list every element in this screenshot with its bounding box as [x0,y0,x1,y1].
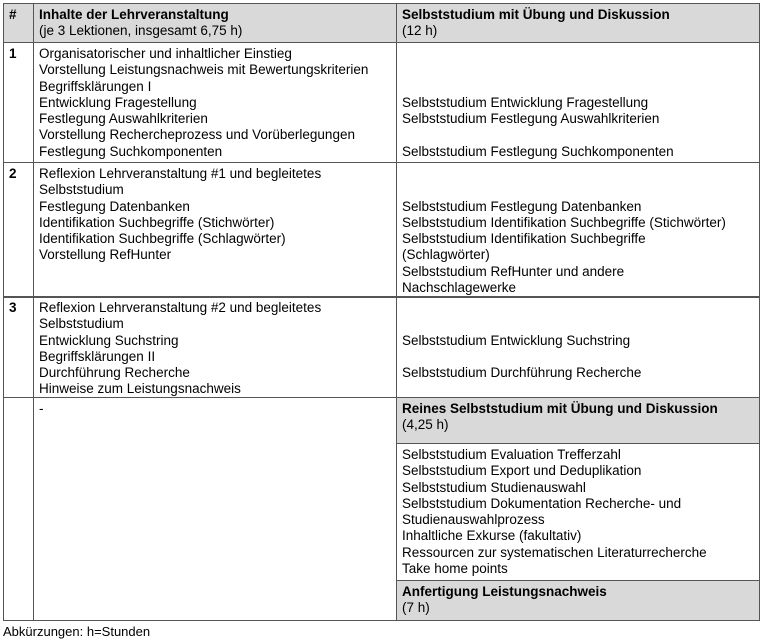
row-content-cell [33,162,397,298]
self-study-line [402,300,754,316]
pure-self-study-items [396,443,760,581]
pure-item: Ressourcen zur systematischen Literaturrecherche [402,544,707,560]
content-line: Entwicklung Suchstring [39,332,179,348]
content-line: Festlegung Suchkomponenten [39,143,223,159]
row-num-cell [3,42,34,163]
content-line: Vorstellung Leistungsnachweis mit Bewertungskriterien [39,62,369,78]
self-study-line: Selbststudium Durchführung Recherche [402,365,642,381]
pure-sub: (4,25 h) [402,417,449,433]
row-content-cell [33,42,397,163]
content-line: Reflexion Lehrveranstaltung #1 und begleitetes [39,166,322,181]
assessment-title: Anfertigung Leistungsnachweis [402,584,607,599]
self-study-line: Nachschlagewerke [402,280,517,296]
content-line: Festlegung Auswahlkriterien [39,111,208,127]
self-study-line: Selbststudium Entwicklung Suchstring [402,332,631,348]
footnote: Abkürzungen: h=Stunden [3,624,151,639]
content-line: Entwicklung Fragestellung [39,94,197,110]
self-study-line [402,46,754,62]
pure-item: Selbststudium Evaluation Trefferzahl [402,447,621,462]
self-study-line [402,316,754,332]
content-line: Identifikation Suchbegriffe (Stichwörter) [39,214,275,230]
header-content-sub: (je 3 Lektionen, insgesamt 6,75 h) [39,23,243,39]
pure-item: Selbststudium Dokumentation Recherche- und [402,495,682,511]
self-study-line: Selbststudium Identifikation Suchbegriffe (Stichwörter) [402,214,726,230]
pure-item: Studienauswahlprozess [402,512,545,528]
final-num-cell [3,397,34,621]
row-num: 3 [9,300,17,315]
content-line: Durchführung Recherche [39,365,190,381]
content-line: Selbststudium [39,182,124,198]
pure-item: Selbststudium Export und Deduplikation [402,463,642,479]
pure-item: Inhaltliche Exkurse (fakultativ) [402,528,582,544]
final-content-cell [33,397,397,621]
content-line: Festlegung Datenbanken [39,198,190,214]
self-study-line [402,166,754,182]
content-line: Identifikation Suchbegriffe (Schlagwörter) [39,231,286,247]
self-study-line: Selbststudium Festlegung Auswahlkriterien [402,111,660,127]
content-line: Begriffsklärungen II [39,348,156,364]
self-study-line [402,349,754,365]
self-study-line: Selbststudium Identifikation Suchbegriffe [402,231,646,247]
self-study-line: Selbststudium Festlegung Suchkomponenten [402,143,674,159]
pure-self-study-header [396,397,760,444]
content-line: Vorstellung RefHunter [39,247,172,263]
row-num-cell [3,162,34,298]
self-study-line [402,62,754,78]
content-line: Reflexion Lehrveranstaltung #2 und begleitetes [39,300,322,315]
header-content-title: Inhalte der Lehrveranstaltung [39,7,229,22]
pure-item: Selbststudium Studienauswahl [402,479,586,495]
pure-item: Take home points [402,561,508,577]
assessment-sub: (7 h) [402,600,430,616]
row-self-study-cell [396,42,760,163]
row-content-cell [33,296,397,398]
content-line: Organisatorischer und inhaltlicher Einstieg [39,46,292,61]
row-num: 2 [9,166,17,181]
content-line: Selbststudium [39,316,124,332]
self-study-line [402,182,754,198]
self-study-line: Selbststudium Entwicklung Fragestellung [402,94,649,110]
header-self [396,3,760,43]
row-self-study-cell [396,296,760,398]
row-self-study-cell [396,162,760,298]
content-line: Begriffsklärungen I [39,78,152,94]
final-content: - [39,401,44,416]
header-self-title: Selbststudium mit Übung und Diskussion [402,7,670,22]
content-line: Vorstellung Rechercheprozess und Vorüberlegungen [39,127,355,143]
self-study-line: Selbststudium RefHunter und andere [402,263,625,279]
pure-title: Reines Selbststudium mit Übung und Diskussion [402,401,718,416]
header-content [33,3,397,43]
header-num-text: # [9,7,17,22]
self-study-line: Selbststudium Festlegung Datenbanken [402,198,642,214]
self-study-line: (Schlagwörter) [402,247,490,263]
assessment-header [396,580,760,621]
header-num [3,3,34,43]
row-num: 1 [9,46,17,61]
self-study-line [402,127,754,143]
row-num-cell [3,296,34,398]
content-line: Hinweise zum Leistungsnachweis [39,381,241,397]
self-study-line [402,79,754,95]
header-self-sub: (12 h) [402,23,438,39]
